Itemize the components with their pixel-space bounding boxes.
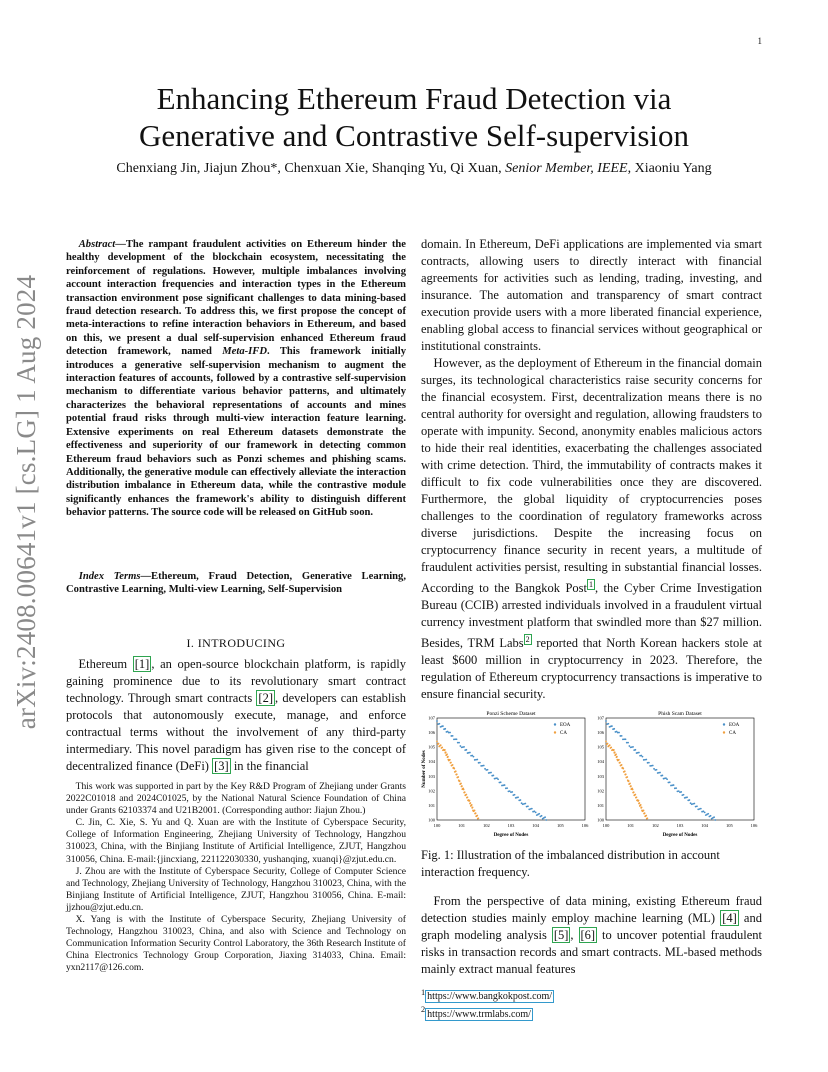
index-terms-text: —Ethereum, Fraud Detection, Generative Learning, Contrastive Learning, Multi-view Learning, Self-Supervision [66, 571, 406, 596]
y-tick-label: 105 [428, 744, 435, 750]
data-point-eoa [483, 765, 485, 767]
data-point-eoa [627, 742, 629, 744]
y-tick-label: 105 [597, 744, 604, 750]
data-point-ca [638, 800, 640, 802]
page-number: 1 [757, 36, 762, 46]
data-point-ca [449, 759, 451, 761]
data-point-eoa [520, 799, 522, 801]
footnote-marker[interactable]: 2 [525, 635, 530, 645]
data-point-eoa [707, 813, 709, 815]
x-tick-label: 103 [676, 823, 684, 828]
data-point-ca [455, 770, 457, 772]
y-tick-label: 104 [597, 759, 604, 765]
data-point-eoa [645, 759, 647, 761]
data-point-ca [607, 743, 609, 745]
data-point-eoa [621, 735, 623, 737]
authors-membership: Senior Member, IEEE [505, 161, 628, 176]
data-point-eoa [463, 746, 465, 748]
data-point-ca [646, 817, 648, 819]
data-point-ca [476, 815, 478, 817]
panel-title: Ponzi Scheme Dataset [486, 711, 536, 717]
y-tick-label: 107 [428, 715, 435, 721]
data-point-ca [475, 812, 477, 814]
intro-paragraph [66, 656, 406, 775]
data-point-ca [643, 810, 645, 812]
framework-name: Meta-IFD [222, 346, 267, 358]
paragraph-text: reported that North Korean hackers stole at least $600 million in cryptocurrency in 2023. Therefore, the regulation of Ethereum cryptocurrency transactions is imperative to ensure financial security. [421, 636, 762, 702]
data-point-ca [440, 744, 442, 746]
data-point-ca [450, 762, 452, 764]
data-point-ca [644, 812, 646, 814]
abstract [66, 238, 406, 520]
data-point-ca [638, 802, 640, 804]
title-line-1: Enhancing Ethereum Fraud Detection via [156, 81, 672, 116]
data-point-ca [605, 740, 607, 742]
data-point-eoa [511, 791, 513, 793]
y-tick-label: 103 [597, 773, 604, 779]
x-axis-label: Degree of Nodes [493, 833, 529, 838]
data-point-ca [633, 791, 635, 793]
y-tick-label: 102 [597, 788, 604, 794]
data-point-ca [471, 804, 473, 806]
data-point-ca [463, 789, 465, 791]
footnote-number: 1 [421, 988, 426, 997]
degree-distribution-chart [421, 706, 761, 838]
data-point-ca [629, 782, 631, 784]
data-point-eoa [487, 769, 489, 771]
y-tick-label: 107 [597, 715, 604, 721]
data-point-eoa [607, 723, 609, 725]
data-point-ca [621, 764, 623, 766]
y-tick-label: 100 [597, 817, 604, 823]
data-point-eoa [438, 723, 440, 725]
x-axis-label: Degree of Nodes [662, 833, 698, 838]
authors-main: Chenxiang Jin, Jiajun Zhou*, Chenxuan Xie, Shanqing Yu, Qi Xuan, [116, 161, 506, 176]
legend-marker [723, 723, 725, 725]
index-terms [66, 570, 406, 597]
data-point-eoa [652, 765, 654, 767]
data-point-ca [467, 796, 469, 798]
data-point-ca [465, 794, 467, 796]
citation-link[interactable]: [2] [258, 691, 273, 705]
data-point-eoa [689, 799, 691, 801]
data-point-eoa [524, 803, 526, 805]
citation-link[interactable]: [1] [134, 657, 150, 671]
data-point-eoa [527, 805, 529, 807]
legend-marker [723, 731, 725, 733]
abstract-text-1: —The rampant fraudulent activities on Ethereum hinder the healthy development of the blockchain ecosystem, necessitating the reinforcement of regulations. However, multiple imbalances involving account interaction frequencies and interaction types in the Ethereum transaction environment pose significant challenges to data mining-based fraud detection research. To address this, we first propose the concept of meta-interactions to refine interaction behaviors in Ethereum, and based on this, we present a dual self-supervision enhanced Ethereum fraud detection framework, named [66, 239, 406, 358]
x-tick-label: 103 [507, 823, 515, 828]
data-point-ca [436, 740, 438, 742]
data-point-ca [474, 810, 476, 812]
data-point-eoa [696, 805, 698, 807]
y-tick-label: 104 [428, 759, 435, 765]
x-tick-label: 104 [532, 823, 540, 828]
data-point-ca [452, 764, 454, 766]
x-tick-label: 106 [750, 823, 758, 828]
intro-text: Ethereum [78, 657, 133, 671]
x-tick-label: 101 [627, 823, 635, 828]
data-point-ca [615, 753, 617, 755]
citation-link[interactable]: [6] [580, 928, 596, 942]
data-point-eoa [710, 815, 712, 817]
data-point-ca [616, 756, 618, 758]
index-terms-label: Index Terms [78, 571, 141, 582]
data-point-eoa [656, 769, 658, 771]
figure-1 [421, 706, 762, 843]
abstract-text-2: . This framework initially introduces a generative self-supervision mechanism to augment the interaction features of accounts, followed by a contrastive self-supervision mechanism to differentiate various behavior patterns, and ultimately characterizes the behavioral representations of accounts and mines potential fraud risks through multi-view interaction feature learning. Extensive experiments on real Ethereum datasets demonstrate the effectiveness and superiority of our framework in detecting common Ethereum fraud behaviors such as Ponzi schemes and phishing scams. Additionally, the generative module can effectively alleviate the interaction distribution imbalance in Ethereum data, while the contrastive module significantly enhances the framework's ability to distinguish different behavior patterns. The source code will be released on GitHub soon. [66, 346, 406, 519]
data-point-eoa [473, 756, 475, 758]
data-point-ca [477, 817, 479, 819]
data-point-ca [457, 776, 459, 778]
data-point-eoa [442, 725, 444, 727]
paragraph-text: , the Cyber Crime Investigation Bureau (CCIB) arrested individuals involved in a fraudulent virtual currency investment platform that swindled more than $27 million. Besides, TRM Labs [421, 581, 762, 651]
data-point-eoa [492, 775, 494, 777]
bangkokpost-link[interactable]: https://www.bangkokpost.com/ [427, 991, 553, 1003]
data-point-ca [460, 782, 462, 784]
data-point-eoa [638, 752, 640, 754]
data-point-eoa [449, 732, 451, 734]
authors-end: , Xiaoniu Yang [627, 161, 712, 176]
data-point-eoa [673, 784, 675, 786]
footnote-1 [421, 986, 554, 1003]
paragraph-text: However, as the deployment of Ethereum in the financial domain surges, its technological characteristics raise security concerns for the financial ecosystem. First, decentralization means there is no central authority for oversight and regulation, allowing fraudsters to operate with impunity. Second, anonymity enables malicious actors to hide their real identities, exacerbating the challenges associated with crime detection. Third, the immutability of contracts makes it difficult to fix code vulnerabilities once they are discovered. Furthermore, the global liquidity of cryptocurrencies poses challenges to the coordination of regulatory frameworks across diverse jurisdictions. Despite the increasing focus on cryptocurrency finance security in recent years, a multitude of fraudulent activities persist, resulting in substantial financial losses. According to the Bangkok Post [421, 356, 762, 596]
data-point-ca [469, 802, 471, 804]
data-point-eoa [675, 787, 677, 789]
data-point-ca [636, 796, 638, 798]
data-point-eoa [683, 794, 685, 796]
footnote-number: 2 [421, 1005, 426, 1015]
footnotes-right [421, 986, 554, 1021]
data-point-eoa [458, 742, 460, 744]
data-point-ca [469, 800, 471, 802]
data-point-eoa [545, 819, 547, 821]
data-point-eoa [504, 784, 506, 786]
y-tick-label: 106 [597, 730, 604, 736]
data-point-ca [645, 815, 647, 817]
data-point-ca [438, 743, 440, 745]
y-tick-label: 106 [428, 730, 435, 736]
data-point-eoa [661, 775, 663, 777]
data-point-eoa [628, 745, 630, 747]
title-line-2: Generative and Contrastive Self-supervision [138, 118, 690, 153]
panel-title: Phish Scam Dataset [658, 711, 702, 717]
x-tick-label: 104 [701, 823, 709, 828]
data-point-eoa [648, 762, 650, 764]
data-point-eoa [611, 725, 613, 727]
figure-caption: Fig. 1: Illustration of the imbalanced distribution in account interaction frequency. [421, 848, 720, 879]
data-point-eoa [544, 816, 546, 818]
data-point-ca [630, 785, 632, 787]
data-point-eoa [714, 819, 716, 821]
data-point-ca [628, 780, 630, 782]
data-point-eoa [444, 728, 446, 730]
data-point-ca [464, 791, 466, 793]
data-point-eoa [476, 759, 478, 761]
data-point-ca [624, 770, 626, 772]
data-point-eoa [541, 815, 543, 817]
data-point-ca [609, 744, 611, 746]
data-point-eoa [535, 811, 537, 813]
data-point-eoa [469, 752, 471, 754]
x-tick-label: 100 [602, 823, 610, 828]
data-point-eoa [632, 746, 634, 748]
intro-text: , an open-source blockchain platform, is rapidly gaining prominence due to its revolutionary smart contract technology. Through smart contracts [66, 657, 406, 705]
trmlabs-link[interactable]: https://www.trmlabs.com/ [427, 1008, 531, 1020]
data-point-eoa [704, 811, 706, 813]
paragraph-text: From the perspective of data mining, existing Ethereum fraud detection studies mainly employ machine learning (ML) [421, 894, 762, 925]
x-tick-label: 102 [482, 823, 490, 828]
y-tick-label: 101 [428, 802, 435, 808]
y-tick-label: 103 [428, 773, 435, 779]
data-point-eoa [436, 720, 438, 722]
data-point-eoa [605, 720, 607, 722]
data-point-eoa [669, 781, 671, 783]
data-point-ca [456, 773, 458, 775]
data-point-ca [445, 751, 447, 753]
data-point-eoa [680, 791, 682, 793]
data-point-ca [453, 768, 455, 770]
y-tick-label: 100 [428, 817, 435, 823]
paragraph: domain. In Ethereum, DeFi applications are implemented via smart contracts, allowing users to directly interact with financial agreements for activities such as lending, trading, investing, and insurance. The automation and transparency of smart contract execution provide users with a more liberated financial experience, enabling global access to financial services without geographical or institutional constraints. [421, 237, 762, 353]
data-point-ca [619, 762, 621, 764]
data-point-eoa [517, 796, 519, 798]
intro-text: in the financial [230, 759, 309, 773]
x-tick-label: 100 [433, 823, 441, 828]
abstract-label: Abstract [78, 239, 116, 250]
x-tick-label: 106 [581, 823, 589, 828]
legend-label: CA [729, 731, 736, 736]
data-point-eoa [659, 772, 661, 774]
data-point-eoa [686, 796, 688, 798]
data-point-ca [613, 749, 615, 751]
data-point-eoa [452, 735, 454, 737]
data-point-eoa [700, 808, 702, 810]
data-point-eoa [713, 816, 715, 818]
data-point-ca [444, 749, 446, 751]
data-point-eoa [693, 803, 695, 805]
data-point-ca [446, 753, 448, 755]
data-point-ca [618, 759, 620, 761]
data-point-eoa [666, 778, 668, 780]
data-point-eoa [531, 808, 533, 810]
citation-link[interactable]: [5] [553, 928, 569, 942]
paper-title [60, 80, 768, 154]
data-point-eoa [459, 745, 461, 747]
data-point-eoa [618, 732, 620, 734]
data-point-eoa [456, 738, 458, 740]
legend-label: EOA [560, 723, 571, 728]
data-point-ca [626, 776, 628, 778]
legend-marker [554, 731, 556, 733]
data-point-eoa [500, 781, 502, 783]
affiliation-note: C. Jin, C. Xie, S. Yu and Q. Xuan are with the Institute of Cyberspace Security, College of Information Engineering, Zhejiang University of Technology, Hangzhou 310023, China, with the Binjiang Institute of Artificial Intelligence, ZJUT, Hangzhou 310056, China. E-mail:{jincxiang, 221122030330, yushanqing, xuanqi}@zjut.edu.cn. [66, 817, 406, 865]
affiliation-note: J. Zhou are with the Institute of Cyberspace Security, College of Computer Science and Technology, Zhejiang University of Technology, Hangzhou 310023, China, with the Binjiang Institute of Artificial Intelligence, ZJUT, Hangzhou 310056, China. E-mail: jjzhou@zjut.edu.cn. [66, 865, 406, 913]
paragraph [421, 355, 762, 703]
data-point-ca [622, 768, 624, 770]
data-point-ca [610, 746, 612, 748]
legend-marker [554, 723, 556, 725]
data-point-ca [614, 751, 616, 753]
data-point-eoa [642, 756, 644, 758]
data-point-eoa [465, 749, 467, 751]
funding-note: This work was supported in part by the Key R&D Program of Zhejiang under Grants 2022C01018 and 2024C01025, by the National Natural Science Foundation of China under Grants 62103374 and U21B2001. (Corresponding author: Jiajun Zhou.) [66, 781, 406, 817]
data-point-eoa [497, 778, 499, 780]
footnote-marker[interactable]: 1 [588, 580, 593, 589]
data-point-ca [625, 773, 627, 775]
x-tick-label: 105 [725, 823, 733, 828]
data-point-eoa [514, 794, 516, 796]
data-point-ca [632, 789, 634, 791]
data-point-eoa [613, 728, 615, 730]
paragraph-text: to uncover potential fraudulent risks in transaction records and smart contracts. ML-based methods mainly extract manual features [421, 928, 763, 976]
author-list [60, 161, 768, 177]
data-point-ca [459, 780, 461, 782]
data-point-eoa [506, 787, 508, 789]
data-point-eoa [625, 738, 627, 740]
data-point-eoa [479, 762, 481, 764]
paragraph-text: , [570, 928, 579, 942]
footnote-2 [421, 1003, 554, 1020]
right-column-text-2 [421, 893, 762, 978]
data-point-eoa [538, 813, 540, 815]
x-tick-label: 101 [458, 823, 466, 828]
data-point-ca [441, 746, 443, 748]
data-point-ca [640, 804, 642, 806]
affiliation-note: X. Yang is with the Institute of Cyberspace Security, Zhejiang University of Technology, Hangzhou 310023, China, and also with Science and Technology on Communication Information Security Control Laboratory, the 36th Research Institute of China Electronics Technology Group Corporation, Jiaxing 314033, China. Email: yxn2117@126.com. [66, 914, 406, 974]
intro-text: , developers can establish protocols that autonomously execute, manage, and enforce contractual terms without the involvement of any third-party intermediary. This novel paradigm has given rise to the concept of decentralized finance (DeFi) [66, 691, 406, 773]
section-heading: I. INTRODUCING [186, 636, 286, 650]
data-point-ca [634, 794, 636, 796]
x-tick-label: 105 [556, 823, 564, 828]
citation-link[interactable]: [4] [722, 911, 737, 925]
paragraph-text: and graph modeling analysis [421, 911, 762, 942]
y-tick-label: 101 [597, 802, 604, 808]
data-point-eoa [490, 772, 492, 774]
data-point-eoa [634, 749, 636, 751]
arxiv-identifier: arXiv:2408.00641v1 [cs.LG] 1 Aug 2024 [11, 274, 41, 730]
data-point-ca [641, 806, 643, 808]
y-axis-label: Number of Nodes [422, 750, 427, 788]
legend-label: EOA [729, 723, 740, 728]
footnotes-left [66, 781, 406, 975]
right-column-text [421, 236, 762, 703]
data-point-ca [461, 785, 463, 787]
x-tick-label: 102 [651, 823, 659, 828]
citation-link[interactable]: [3] [214, 759, 229, 773]
data-point-ca [447, 756, 449, 758]
y-tick-label: 102 [428, 788, 435, 794]
legend-label: CA [560, 731, 567, 736]
data-point-ca [472, 806, 474, 808]
